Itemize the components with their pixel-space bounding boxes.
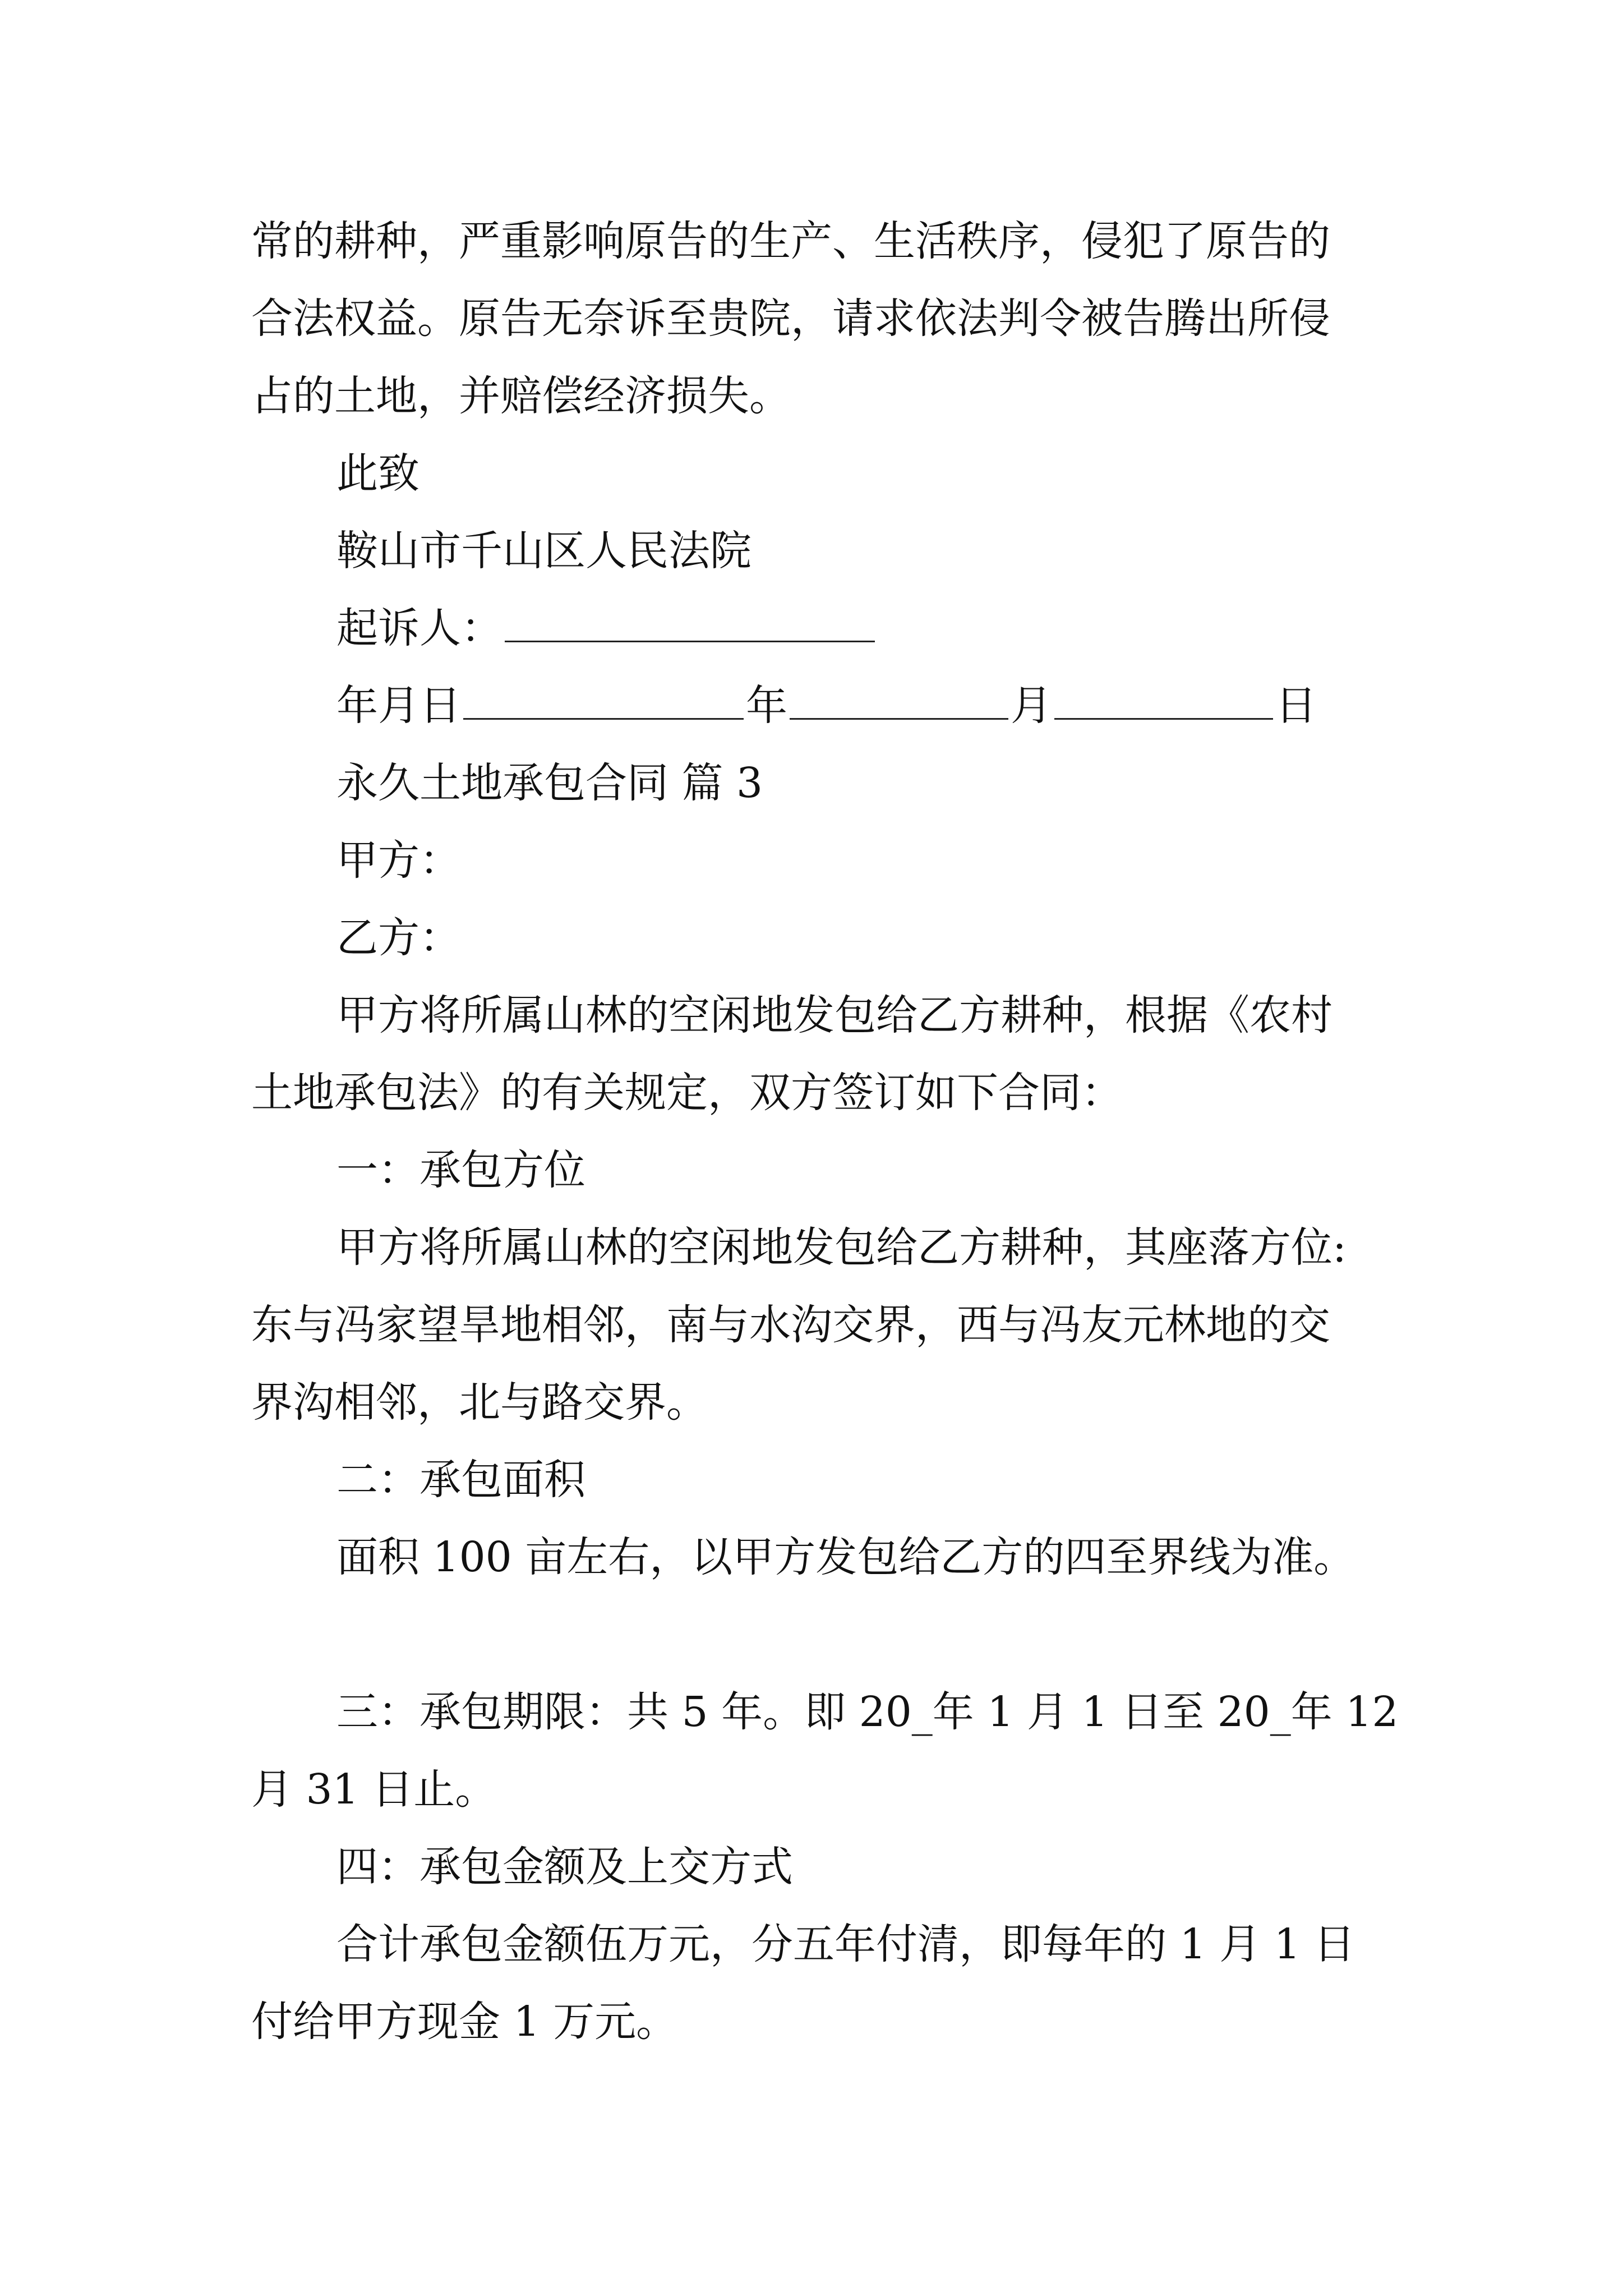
clause-4-title: 四：承包金额及上交方式 — [336, 1843, 793, 1891]
plaintiff-line — [336, 595, 877, 662]
clause-1-line: 甲方将所属山林的空闲地发包给乙方耕种，其座落方位: — [336, 1223, 1347, 1272]
date-prefix: 年月日 — [336, 682, 461, 730]
plaintiff-label: 起诉人： — [336, 604, 502, 652]
intro-line: 甲方将所属山林的空闲地发包给乙方耕种，根据《农村 — [336, 991, 1332, 1039]
clause-1-title: 一：承包方位 — [336, 1146, 585, 1194]
section-title: 永久土地承包合同 篇 3 — [336, 759, 763, 807]
paragraph-line: 占的土地，并赔偿经济损失。 — [251, 372, 791, 420]
court-name: 鞍山市千山区人民法院 — [336, 527, 751, 575]
intro-line: 土地承包法》的有关规定，双方签订如下合同： — [251, 1069, 1123, 1117]
paragraph-line: 常的耕种，严重影响原告的生产、生活秩序，侵犯了原告的 — [251, 217, 1330, 265]
year-blank — [463, 681, 744, 720]
salutation: 此致 — [336, 449, 419, 498]
date-line — [336, 672, 1317, 739]
day-blank — [1054, 681, 1273, 720]
paragraph-line: 合法权益。原告无奈诉至贵院，请求依法判令被告腾出所侵 — [251, 295, 1330, 343]
clause-1-line: 东与冯家望旱地相邻，南与水沟交界，西与冯友元林地的交 — [251, 1301, 1330, 1349]
clause-1-line: 界沟相邻，北与路交界。 — [251, 1378, 708, 1427]
clause-3-line: 月 31 日止。 — [251, 1765, 497, 1814]
party-b-label: 乙方： — [336, 914, 461, 962]
party-a-label: 甲方： — [336, 836, 461, 885]
plaintiff-blank — [505, 604, 875, 642]
day-label: 日 — [1275, 682, 1317, 730]
year-label: 年 — [746, 682, 787, 730]
clause-4-line: 付给甲方现金 1 万元。 — [251, 1998, 678, 2046]
month-label: 月 — [1011, 682, 1052, 730]
clause-4-line: 合计承包金额伍万元，分五年付清，即每年的 1 月 1 日 — [336, 1920, 1355, 1968]
month-blank — [790, 681, 1008, 720]
clause-2-title: 二：承包面积 — [336, 1456, 585, 1504]
clause-3-line: 三：承包期限：共 5 年。即 20_年 1 月 1 日至 20_年 12 — [336, 1688, 1399, 1736]
clause-2-line: 面积 100 亩左右，以甲方发包给乙方的四至界线为准。 — [336, 1533, 1355, 1581]
